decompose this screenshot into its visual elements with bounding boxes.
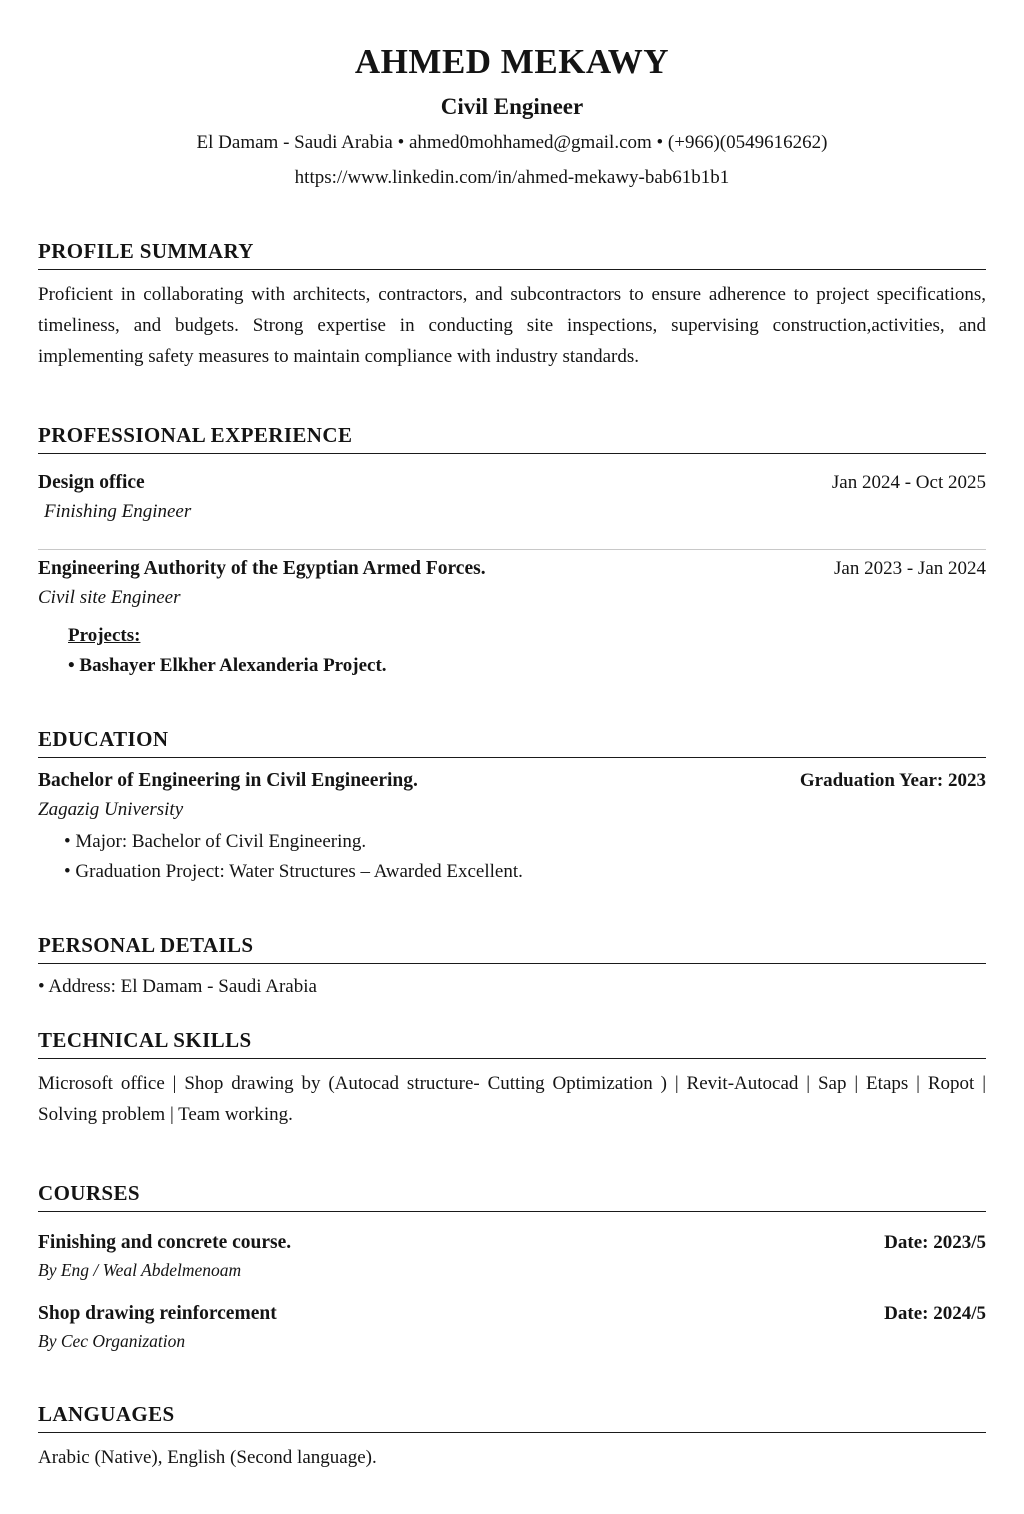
education-heading: EDUCATION (38, 727, 986, 758)
experience-dates: Jan 2024 - Oct 2025 (831, 471, 986, 493)
course-item (38, 1303, 986, 1352)
languages-heading: LANGUAGES (38, 1402, 986, 1433)
technical-skills-text: Microsoft office | Shop drawing by (Autocad structure- Cutting Optimization ) | Revit-Autocad | Sap | Etaps | Ropot | Solving problem | Team working. (38, 1072, 986, 1125)
languages-text: Arabic (Native), English (Second language). (38, 1446, 377, 1468)
course-instructor: By Cec Organization (38, 1330, 186, 1351)
resume-header (38, 42, 986, 189)
section-languages (38, 1402, 986, 1474)
course-date: Date: 2023/5 (884, 1231, 986, 1253)
section-courses (38, 1181, 986, 1352)
linkedin-url[interactable]: https://www.linkedin.com/in/ahmed-mekawy-bab61b1b1 (294, 167, 730, 188)
education-university: Zagazig University (38, 798, 184, 820)
education-bullets (38, 831, 986, 883)
education-bullet: • Graduation Project: Water Structures – Awarded Excellent. (64, 860, 523, 882)
section-personal-details (38, 933, 986, 998)
projects-label: Projects: (68, 624, 141, 646)
profile-summary-heading: PROFILE SUMMARY (38, 239, 986, 270)
experience-heading: PROFESSIONAL EXPERIENCE (38, 423, 986, 454)
course-title: Finishing and concrete course. (38, 1231, 292, 1253)
project-item: • Bashayer Elkher Alexanderia Project. (68, 654, 387, 676)
course-title: Shop drawing reinforcement (38, 1302, 277, 1324)
experience-role: Civil site Engineer (38, 586, 181, 608)
section-experience (38, 423, 986, 677)
experience-role: Finishing Engineer (44, 500, 192, 522)
candidate-name: AHMED MEKAWY (354, 42, 670, 81)
course-item (38, 1232, 986, 1281)
experience-item (38, 558, 986, 677)
experience-divider (38, 549, 986, 550)
experience-company: Engineering Authority of the Egyptian Armed Forces. (38, 557, 486, 579)
courses-heading: COURSES (38, 1181, 986, 1212)
experience-item (38, 472, 986, 523)
address-line: • Address: El Damam - Saudi Arabia (38, 975, 317, 997)
education-bullet: • Major: Bachelor of Civil Engineering. (64, 830, 367, 852)
education-degree: Bachelor of Engineering in Civil Engineering. (38, 769, 418, 791)
experience-dates: Jan 2023 - Jan 2024 (834, 557, 986, 579)
contact-line: El Damam - Saudi Arabia • ahmed0mohhamed@gmail.com • (+966)(0549616262) (196, 132, 828, 153)
section-profile-summary (38, 239, 986, 373)
projects-block (38, 625, 986, 677)
section-technical-skills (38, 1028, 986, 1131)
personal-details-heading: PERSONAL DETAILS (38, 933, 986, 964)
candidate-title: Civil Engineer (440, 94, 584, 119)
course-date: Date: 2024/5 (884, 1302, 986, 1324)
section-education (38, 727, 986, 883)
technical-skills-heading: TECHNICAL SKILLS (38, 1028, 986, 1059)
graduation-year: Graduation Year: 2023 (799, 769, 986, 791)
experience-company: Design office (38, 471, 145, 493)
course-instructor: By Eng / Weal Abdelmenoam (38, 1259, 242, 1280)
profile-summary-text: Proficient in collaborating with architects, contractors, and subcontractors to ensure adherence to project specifications, timeliness, and budgets. Strong expertise in conducting site inspections, supervising construction,activities, and implementing safety measures to maintain compliance with industry standards. (38, 284, 986, 367)
